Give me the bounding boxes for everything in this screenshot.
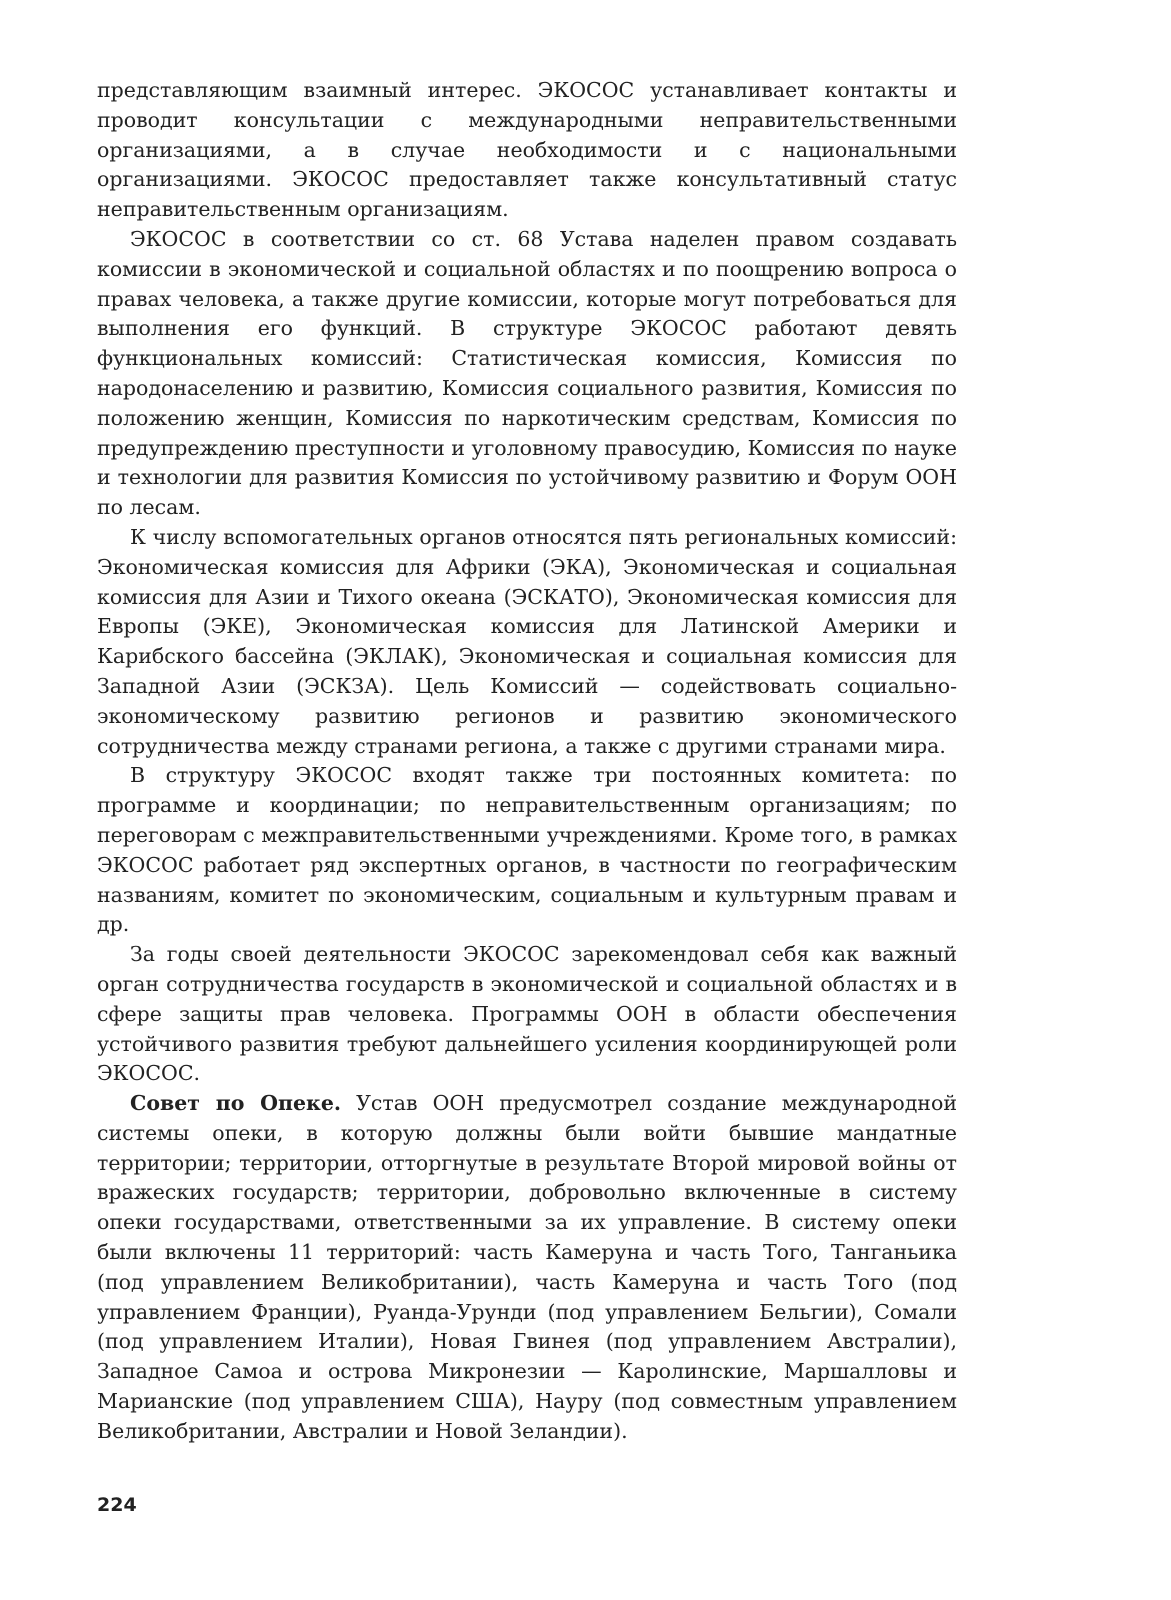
paragraph-text: ЭКОСОС в соответствии со ст. 68 Устава наделен правом создавать комиссии в экономической и социальной областях и по поощрению вопроса о правах человека, а также другие комиссии, которые могут потребоваться для выполнения его функций. В структуре ЭКОСОС работают девять функциональных комиссий: Статистическая комиссия, Комиссия по народонаселению и развитию, Комиссия социального развития, Комиссия по положению женщин, Комиссия по наркотическим средствам, Комиссия по предупреждению преступности и уголовному правосудию, Комиссия по науке и технологии для развития Комиссия по устойчивому развитию и Форум ООН по лесам.	[97, 226, 957, 520]
paragraph-regional-commissions	[97, 523, 957, 761]
paragraph-trusteeship-council	[97, 1089, 957, 1447]
paragraph-standing-committees	[97, 761, 957, 940]
paragraph-text: За годы своей деятельности ЭКОСОС зарекомендовал себя как важный орган сотрудничества государств в экономической и социальной областях и в сфере защиты прав человека. Программы ООН в области обеспечения устойчивого развития требуют дальнейшего усиления координирующей роли ЭКОСОС.	[97, 942, 957, 1086]
paragraph-continued	[97, 76, 957, 225]
body-text	[97, 76, 957, 1447]
run-in-heading: Совет по Опеке.	[130, 1091, 341, 1116]
paragraph-ecosoc-commissions	[97, 225, 957, 523]
paragraph-text: В структуру ЭКОСОС входят также три постоянных комитета: по программе и координации; по неправительственным организациям; по переговорам с межправительственными учреждениями. Кроме того, в рамках ЭКОСОС работает ряд экспертных органов, в частности по географическим названиям, комитет по экономическим, социальным и культурным правам и др.	[97, 763, 957, 937]
paragraph-ecosoc-role	[97, 940, 957, 1089]
paragraph-text: представляющим взаимный интерес. ЭКОСОС устанавливает контакты и проводит консультации с международными неправительственными организациями, а в случае необходимости и с национальными организациями. ЭКОСОС предоставляет также консультативный статус неправительственным организациям.	[97, 78, 957, 222]
paragraph-text: Устав ООН предусмотрел создание международной системы опеки, в которую должны были войти бывшие мандатные территории; территории, отторгнутые в результате Второй мировой войны от вражеских государств; территории, добровольно включенные в систему опеки государствами, ответственными за их управление. В систему опеки были включены 11 территорий: часть Камеруна и часть Того, Танганьика (под управлением Великобритании), часть Камеруна и часть Того (под управлением Франции), Руанда-Урунди (под управлением Бельгии), Сомали (под управлением Италии), Новая Гвинея (под управлением Австралии), Западное Самоа и острова Микронезии — Каролинские, Маршалловы и Марианские (под управлением США), Науру (под совместным управлением Великобритании, Австралии и Новой Зеландии).	[97, 1091, 957, 1443]
paragraph-text: К числу вспомогательных органов относятся пять региональных комиссий: Экономическая комиссия для Африки (ЭКА), Экономическая и социальная комиссия для Азии и Тихого океана (ЭСКАТО), Экономическая комиссия для Европы (ЭКЕ), Экономическая комиссия для Латинской Америки и Карибского бассейна (ЭКЛАК), Экономическая и социальная комиссия для Западной Азии (ЭСКЗА). Цель Комиссий — содействовать социально-экономическому развитию регионов и развитию экономического сотрудничества между странами региона, а также с другими странами мира.	[97, 524, 957, 758]
page-number: 224	[97, 1494, 137, 1516]
